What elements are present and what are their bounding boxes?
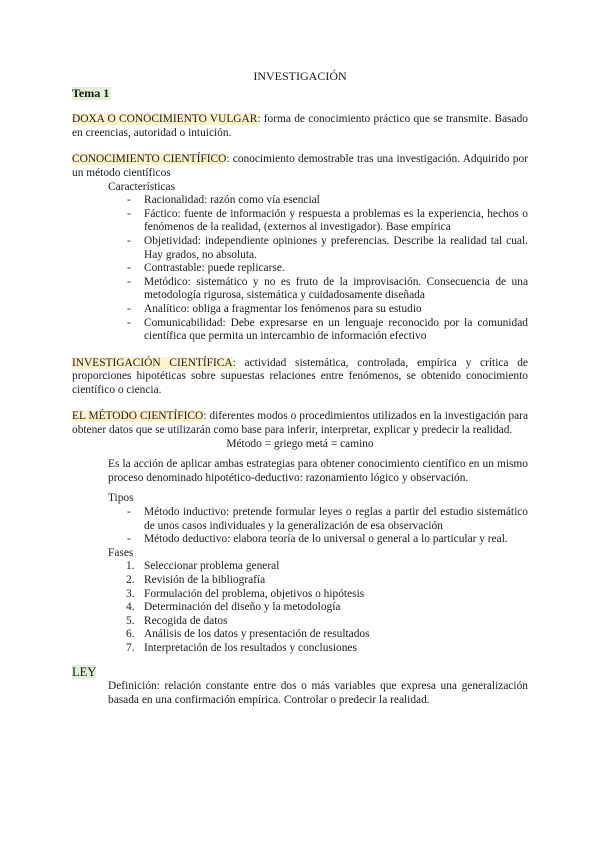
phases-list xyxy=(72,560,528,655)
scientific-research-definition: : actividad sistemática, controlada, empírica y crítica de proporciones hipotéticas sobre supuestas relaciones entre fenómenos, se obtenido conocimiento científico o ciencia. xyxy=(72,356,528,396)
law-definition: Definición: relación constante entre dos o más variables que expresa una generalización basada en una confirmación empírica. Controlar o predecir la realidad. xyxy=(108,680,528,706)
list-item: 3. Formulación del problema, objetivos o hipótesis xyxy=(126,587,365,600)
phases-label: Fases xyxy=(108,546,134,559)
list-item: 4. Determinación del diseño y la metodología xyxy=(126,601,341,614)
document-page xyxy=(72,70,528,707)
types-label: Tipos xyxy=(108,492,134,505)
characteristics-label: Características xyxy=(108,180,176,193)
list-item: - Racionalidad: razón como vía esencial xyxy=(127,194,320,207)
list-item: 1. Seleccionar problema general xyxy=(126,560,280,573)
doxa-term: DOXA O CONOCIMIENTO VULGAR xyxy=(72,113,258,126)
scientific-research-term: INVESTIGACIÓN CIENTÍFICA xyxy=(72,356,233,369)
method-etymology: Método = griego metá = camino xyxy=(226,437,374,450)
list-item: - Método inductivo: pretende formular leyes o reglas a partir del estudio sistemático de unos casos individuales y la generalización de esa observación xyxy=(127,506,528,532)
scientific-knowledge-definition: : conocimiento demostrable tras una investigación. Adquirido por un método científicos xyxy=(72,153,528,179)
law-heading: LEY xyxy=(72,664,97,679)
list-item: - Fáctico: fuente de información y respuesta a problemas es la experiencia, hechos o fenómenos de la realidad, (externos al investigador). Base empírica xyxy=(127,207,528,234)
list-item: - Objetividad: independiente opiniones y preferencias. Describe la realidad tal cual. Hay grados, no absoluta. xyxy=(127,234,528,261)
list-item: - Contrastable: puede replicarse. xyxy=(127,262,285,275)
method-explanation: Es la acción de aplicar ambas estrategias para obtener conocimiento científico en un mismo proceso denominado hipotético-deductivo: razonamiento lógico y observación. xyxy=(108,458,528,484)
scientific-method-term: EL MÉTODO CIENTÍFICO xyxy=(72,410,204,423)
list-item: 2. Revisión de la bibliografía xyxy=(126,574,266,586)
scientific-method-definition: : diferentes modos o procedimientos utilizados en la investigación para obtener datos que se utilizarán como base para inferir, interpretar, explicar y predecir la realidad. xyxy=(72,410,529,437)
scientific-method-paragraph xyxy=(72,410,528,437)
characteristics-list xyxy=(72,194,528,344)
doxa-definition: : forma de conocimiento práctico que se transmite. Basado en creencias, autoridad o intuición. xyxy=(72,113,528,139)
scientific-research-paragraph xyxy=(72,357,528,398)
list-item: 6. Análisis de los datos y presentación de resultados xyxy=(126,628,370,641)
list-item: 5. Recogida de datos xyxy=(126,614,228,627)
list-item: - Analítico: obliga a fragmentar los fenómenos para su estudio xyxy=(127,302,422,315)
page-title: INVESTIGACIÓN xyxy=(253,69,347,83)
list-item: 7. Interpretación de los resultados y conclusiones xyxy=(126,641,357,654)
doxa-paragraph xyxy=(72,113,528,140)
list-item: - Comunicabilidad: Debe expresarse en un lenguaje reconocido por la comunidad científica que permita un intercambio de información efectivo xyxy=(127,316,528,343)
types-list xyxy=(72,506,528,547)
topic-label: Tema 1 xyxy=(72,85,110,100)
list-item: - Metódico: sistemático y no es fruto de la improvisación. Consecuencia de una metodología rigurosa, sistemática y cuidadosamente diseñada xyxy=(127,275,528,302)
list-item: - Método deductivo: elabora teoría de lo universal o general a lo particular y real. xyxy=(127,533,508,546)
scientific-knowledge-term: CONOCIMIENTO CIENTÍFICO xyxy=(72,153,227,166)
scientific-knowledge-paragraph xyxy=(72,153,528,180)
